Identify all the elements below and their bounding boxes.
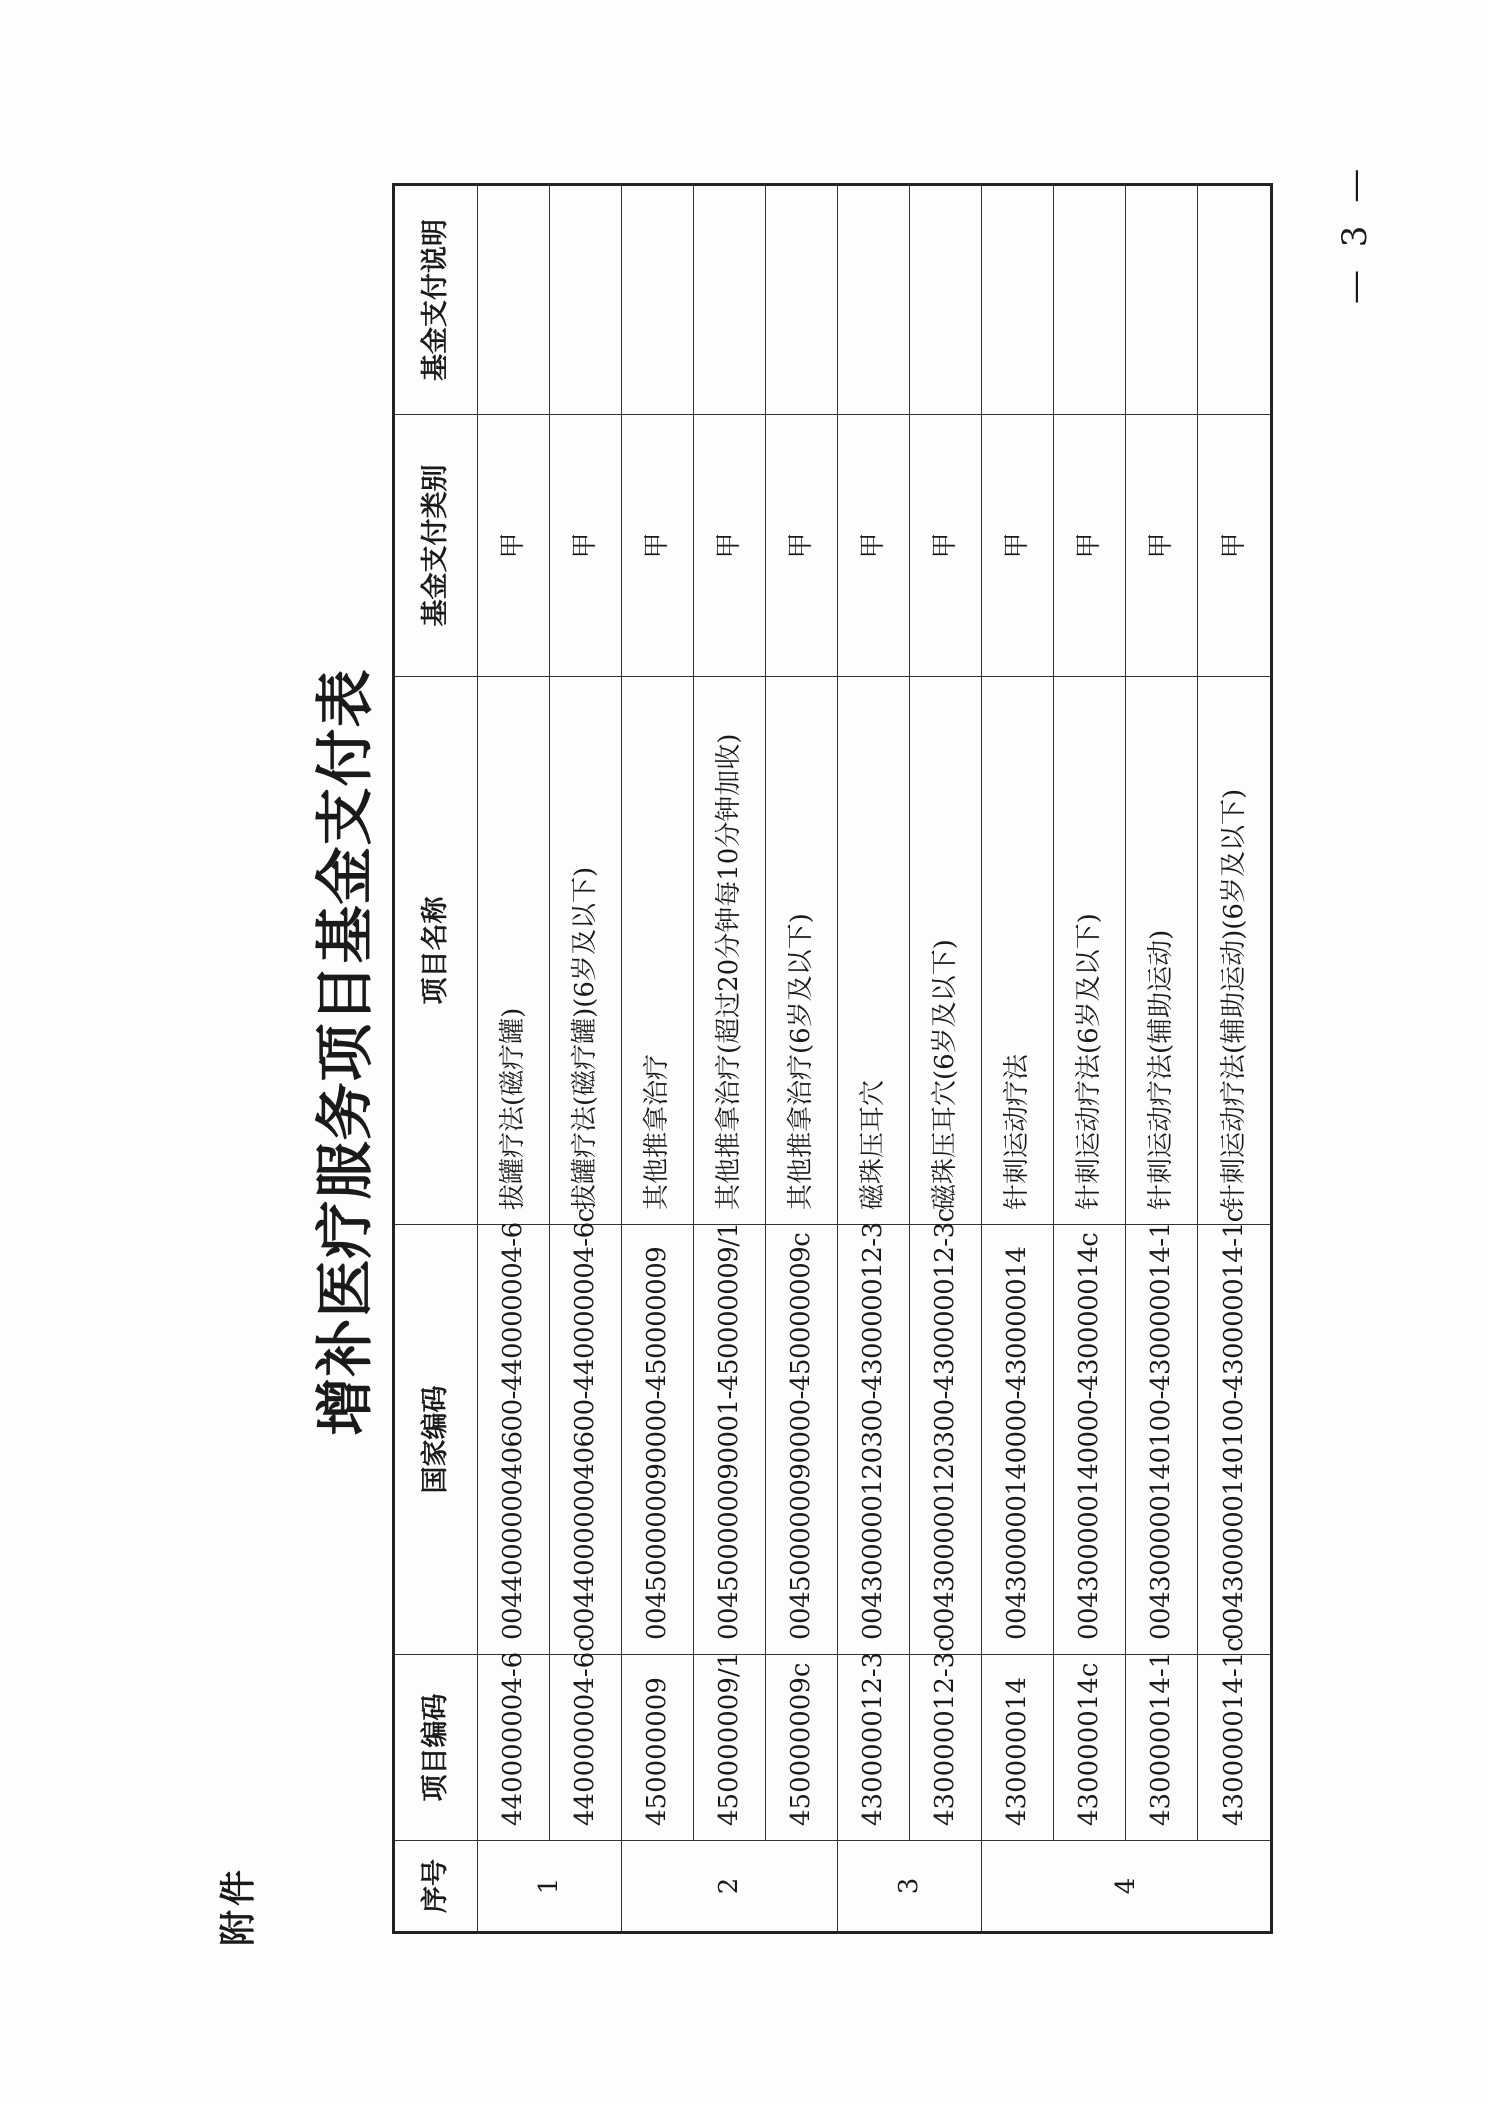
table-row [478,185,550,1933]
fund-category-cell: 甲 [1198,415,1272,677]
fund-note-cell [982,185,1054,415]
table-row [766,185,838,1933]
attachment-label: 附件 [218,1865,259,1946]
national-code-cell: 004300000140000-430000014c [1054,1225,1126,1655]
item-name-cell: 其他推拿治疗 [622,677,694,1225]
table-row [1054,185,1126,1933]
national-code-cell: 004300000140000-430000014 [982,1225,1054,1655]
fund-category-cell: 甲 [694,415,766,677]
item-name-cell: 拔罐疗法(磁疗罐)(6岁及以下) [550,677,622,1225]
fund-category-cell: 甲 [766,415,838,677]
item-code-cell: 430000012-3c [910,1655,982,1841]
fund-payment-table [392,183,1273,1934]
item-name-cell: 磁珠压耳穴(6岁及以下) [910,677,982,1225]
table-header-row [394,185,478,1933]
item-code-cell: 450000009 [622,1655,694,1841]
document-title: 增补医疗服务项目基金支付表 [311,668,379,1436]
national-code-cell: 004400000040600-440000004-6c [550,1225,622,1655]
seq-cell: 2 [622,1841,838,1933]
fund-category-cell: 甲 [838,415,910,677]
item-name-cell: 针刺运动疗法(辅助运动) [1126,677,1198,1225]
item-code-cell: 430000014 [982,1655,1054,1841]
item-code-cell: 450000009/1 [694,1655,766,1841]
national-code-cell: 004300000120300-430000012-3c [910,1225,982,1655]
item-code-cell: 430000014-1c [1198,1655,1272,1841]
fund-category-cell: 甲 [622,415,694,677]
item-code-cell: 430000014c [1054,1655,1126,1841]
item-name-cell: 磁珠压耳穴 [838,677,910,1225]
fund-note-cell [910,185,982,415]
fund-note-cell [838,185,910,415]
fund-note-cell [1126,185,1198,415]
item-code-cell: 430000012-3 [838,1655,910,1841]
item-name-cell: 拔罐疗法(磁疗罐) [478,677,550,1225]
header-item-code: 项目编码 [394,1655,478,1841]
header-fund-note: 基金支付说明 [394,185,478,415]
page-number: — 3 — [1335,162,1375,304]
fund-note-cell [550,185,622,415]
national-code-cell: 004500000090001-450000009/1 [694,1225,766,1655]
fund-note-cell [622,185,694,415]
national-code-cell: 004400000040600-440000004-6 [478,1225,550,1655]
national-code-cell: 004300000120300-430000012-3 [838,1225,910,1655]
fund-note-cell [766,185,838,415]
table-row [982,185,1054,1933]
item-code-cell: 430000014-1 [1126,1655,1198,1841]
item-name-cell: 针刺运动疗法 [982,677,1054,1225]
table-row [910,185,982,1933]
fund-note-cell [694,185,766,415]
item-name-cell: 其他推拿治疗(超过20分钟每10分钟加收) [694,677,766,1225]
fund-note-cell [1054,185,1126,415]
fund-category-cell: 甲 [982,415,1054,677]
fund-category-cell: 甲 [910,415,982,677]
item-name-cell: 针刺运动疗法(6岁及以下) [1054,677,1126,1225]
table-row [838,185,910,1933]
fund-category-cell: 甲 [1054,415,1126,677]
item-name-cell: 针刺运动疗法(辅助运动)(6岁及以下) [1198,677,1272,1225]
header-seq: 序号 [394,1841,478,1933]
header-item-name: 项目名称 [394,677,478,1225]
item-name-cell: 其他推拿治疗(6岁及以下) [766,677,838,1225]
header-fund-category: 基金支付类别 [394,415,478,677]
fund-category-cell: 甲 [1126,415,1198,677]
seq-cell: 3 [838,1841,982,1933]
national-code-cell: 004500000090000-450000009c [766,1225,838,1655]
header-national-code: 国家编码 [394,1225,478,1655]
table-row [1198,185,1272,1933]
national-code-cell: 004300000140100-430000014-1 [1126,1225,1198,1655]
item-code-cell: 440000004-6c [550,1655,622,1841]
item-code-cell: 450000009c [766,1655,838,1841]
fund-category-cell: 甲 [478,415,550,677]
fund-category-cell: 甲 [550,415,622,677]
table-row [694,185,766,1933]
fund-note-cell [478,185,550,415]
table-row [1126,185,1198,1933]
table-row [622,185,694,1933]
table-row [550,185,622,1933]
seq-cell: 4 [982,1841,1272,1933]
fund-note-cell [1198,185,1272,415]
item-code-cell: 440000004-6 [478,1655,550,1841]
national-code-cell: 004500000090000-450000009 [622,1225,694,1655]
seq-cell: 1 [478,1841,622,1933]
national-code-cell: 004300000140100-430000014-1c [1198,1225,1272,1655]
